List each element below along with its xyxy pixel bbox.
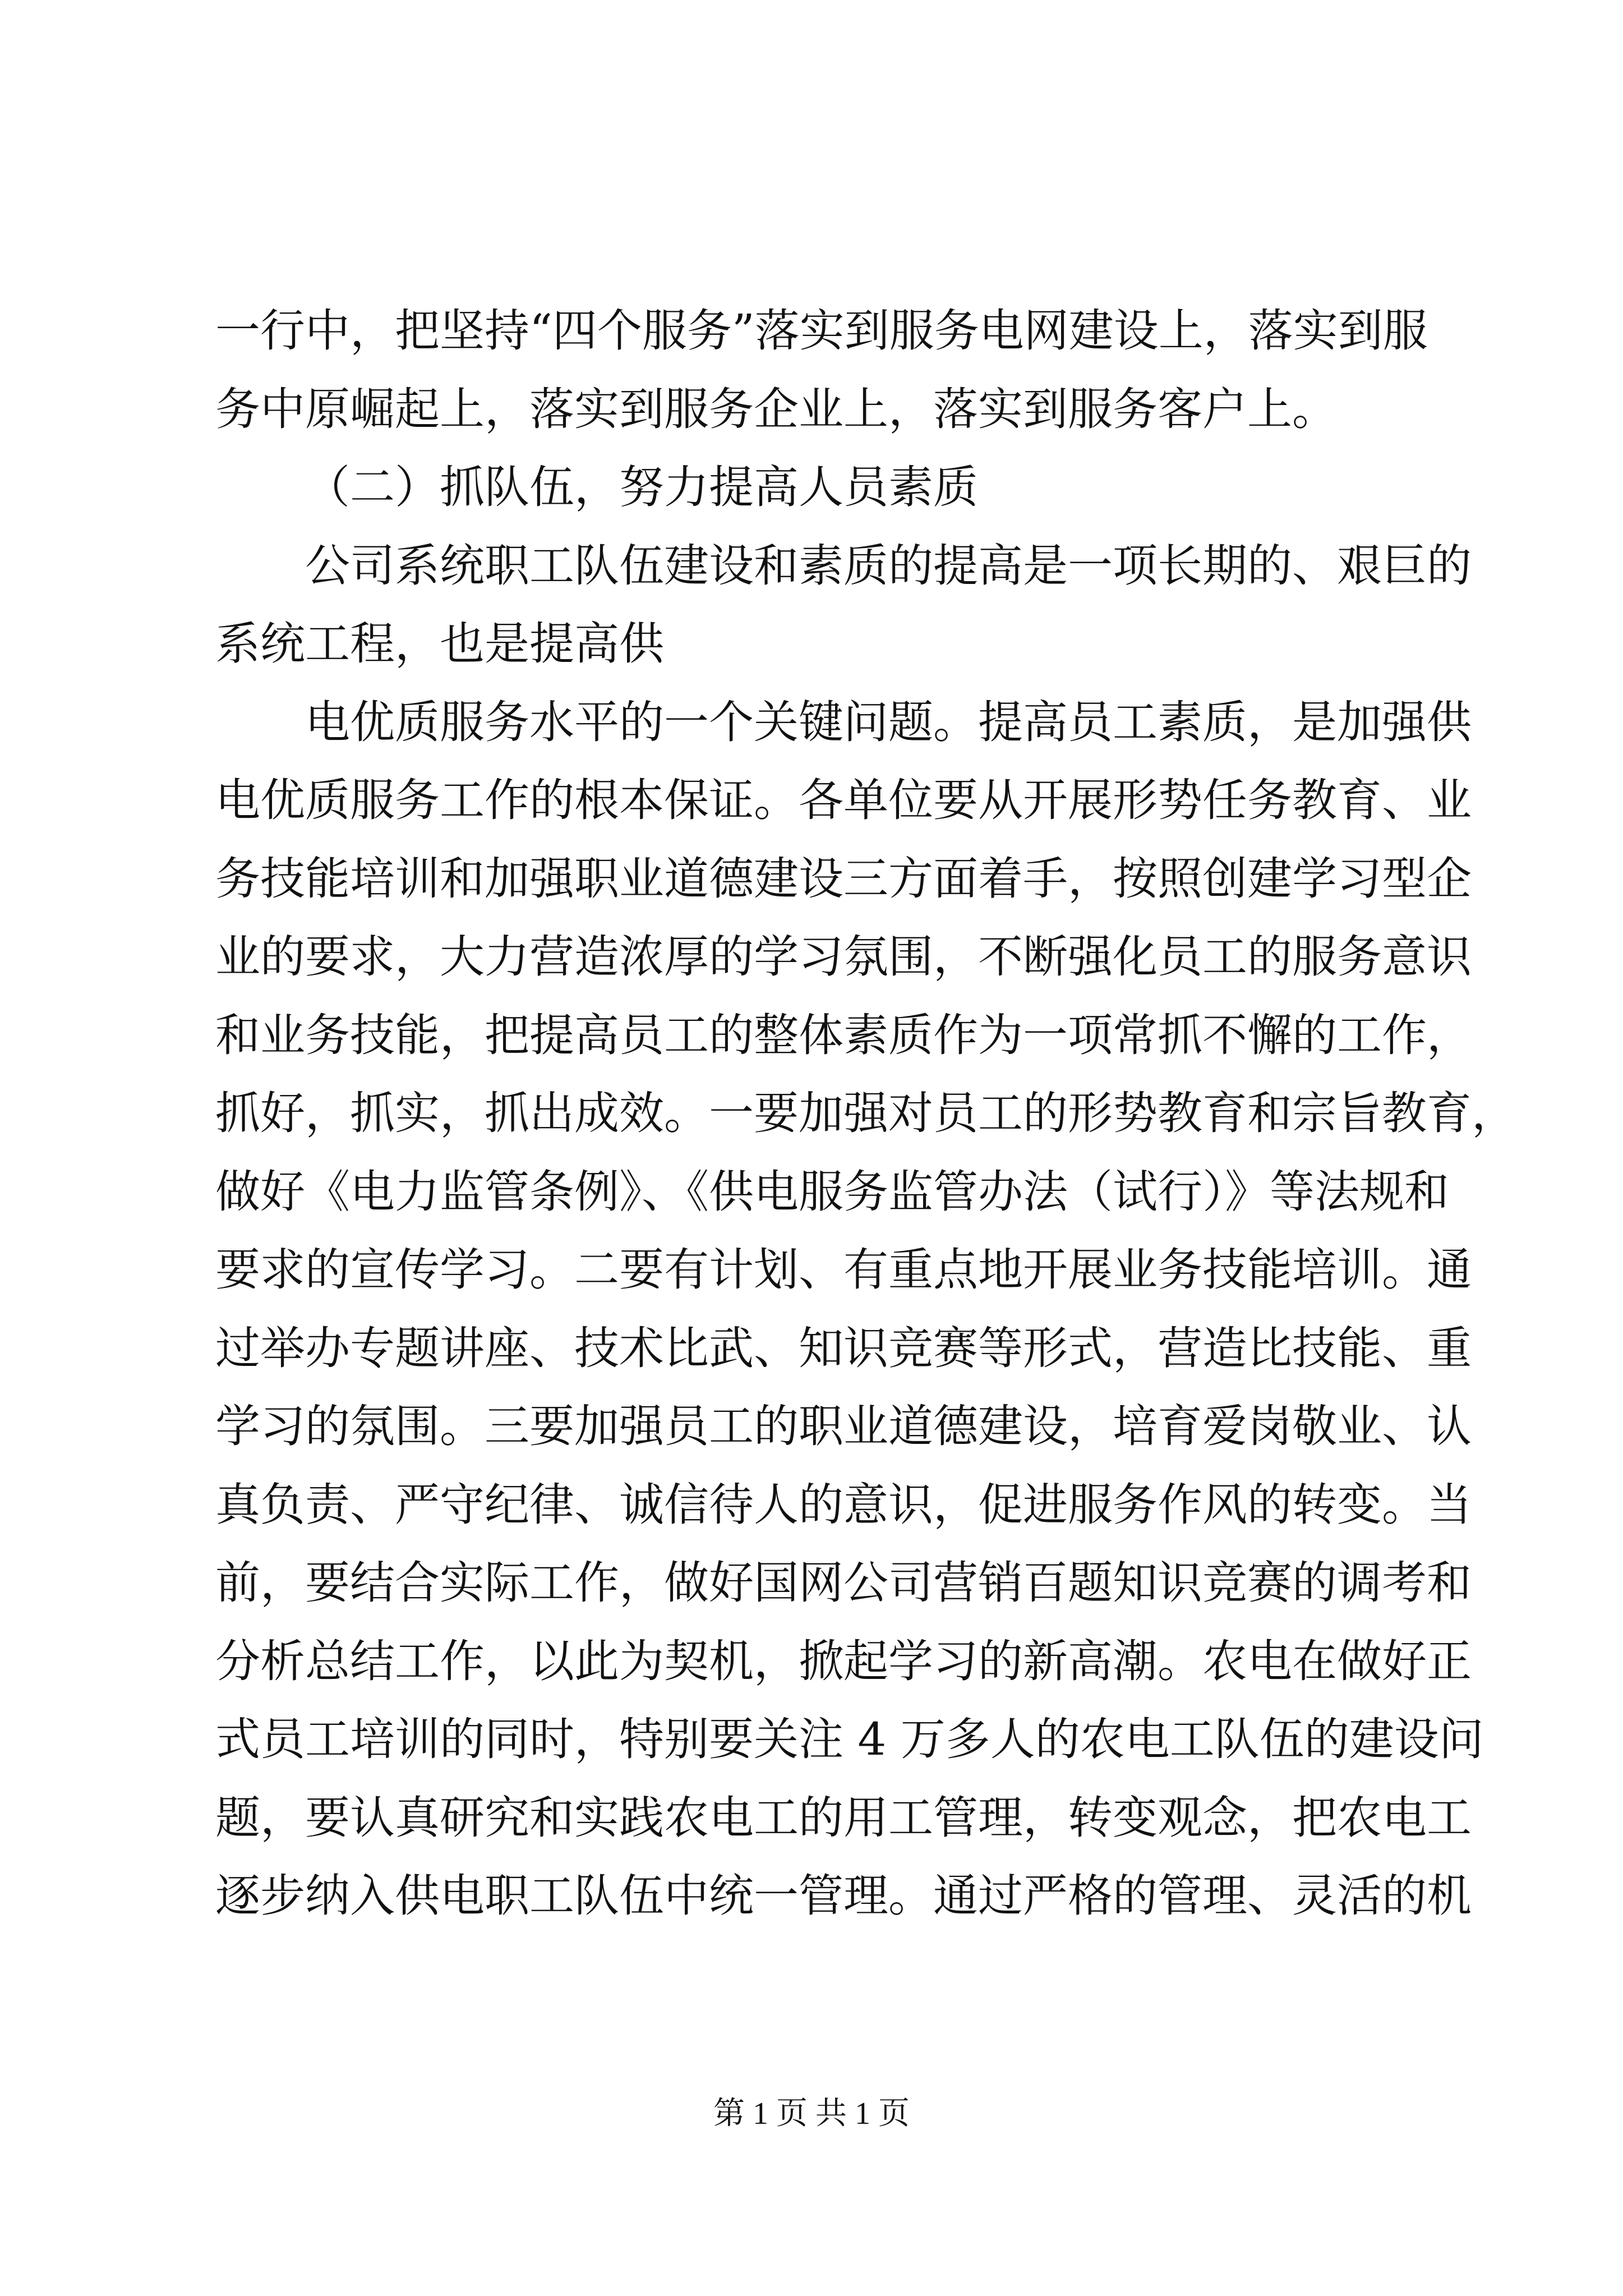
text-line: 系统工程，也是提高供 [215, 618, 664, 670]
text-line: 过举办专题讲座、技术比武、知识竞赛等形式，营造比技能、重 [215, 1322, 1472, 1374]
text-line: 真负责、严守纪律、诚信待人的意识，促进服务作风的转变。当 [215, 1478, 1472, 1531]
text-line: 务中原崛起上，落实到服务企业上，落实到服务客户上。 [215, 383, 1337, 435]
text-line: 学习的氛围。三要加强员工的职业道德建设，培育爱岗敬业、认 [215, 1400, 1472, 1452]
text-line: 题，要认真研究和实践农电工的用工管理，转变观念，把农电工 [215, 1791, 1472, 1844]
text-line: 逐步纳入供电职工队伍中统一管理。通过严格的管理、灵活的机 [215, 1870, 1472, 1922]
text-line: 公司系统职工队伍建设和素质的提高是一项长期的、艰巨的 [305, 539, 1472, 592]
text-line: 分析总结工作，以此为契机，掀起学习的新高潮。农电在做好正 [215, 1635, 1472, 1687]
text-line: 一行中，把坚持“四个服务”落实到服务电网建设上，落实到服 [215, 305, 1428, 357]
page-footer: 第 1 页 共 1 页 [713, 2096, 910, 2131]
text-line: 业的要求，大力营造浓厚的学习氛围，不断强化员工的服务意识 [215, 931, 1472, 983]
text-line: 电优质服务工作的根本保证。各单位要从开展形势任务教育、业 [215, 774, 1472, 826]
text-line: 务技能培训和加强职业道德建设三方面着手，按照创建学习型企 [215, 852, 1472, 905]
text-line: 和业务技能，把提高员工的整体素质作为一项常抓不懈的工作， [215, 1009, 1472, 1061]
text-line: 式员工培训的同时，特别要关注 4 万多人的农电工队伍的建设问 [215, 1713, 1484, 1765]
text-line: 要求的宣传学习。二要有计划、有重点地开展业务技能培训。通 [215, 1244, 1472, 1296]
text-line: （二）抓队伍，努力提高人员素质 [305, 461, 978, 513]
text-line: 前，要结合实际工作，做好国网公司营销百题知识竞赛的调考和 [215, 1557, 1472, 1609]
document-body [215, 292, 1516, 1935]
text-line: 电优质服务水平的一个关键问题。提高员工素质，是加强供 [305, 696, 1472, 748]
text-line: 抓好，抓实，抓出成效。一要加强对员工的形势教育和宗旨教育， [215, 1087, 1516, 1139]
text-line: 做好《电力监管条例》、《供电服务监管办法（试行）》等法规和 [215, 1165, 1449, 1218]
